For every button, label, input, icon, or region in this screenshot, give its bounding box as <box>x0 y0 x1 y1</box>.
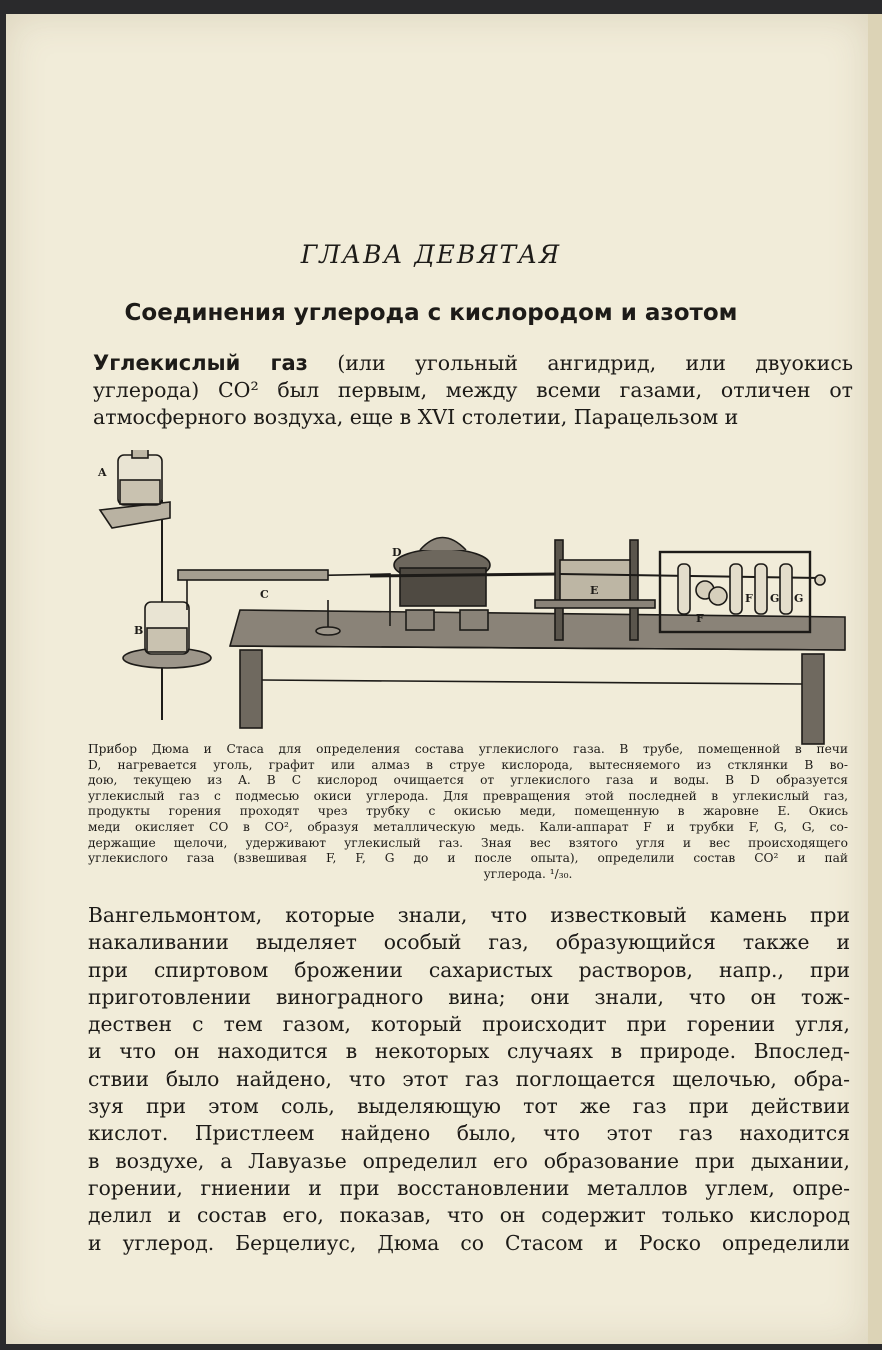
caption-line: Прибор Дюма и Стаса для определения состава углекислого газа. В трубе, помещенной в печи <box>88 742 848 756</box>
caption-line: углекислого газа (взвешивая F, F, G до и после опыта), определили состав CO² и пай <box>88 851 848 866</box>
figure-label-b: B <box>134 624 144 637</box>
caption-line: дою, текущею из A. В C кислород очищается от углекислого газа и воды. В D образуется <box>88 773 848 788</box>
caption-line: меди окисляет CO в CO², образуя металлическую медь. Кали-аппарат F и трубки F, G, G, со- <box>88 819 848 834</box>
apparatus-illustration <box>90 450 855 745</box>
intro-paragraph <box>93 350 853 431</box>
figure-label-e: E <box>590 584 599 597</box>
caption-line: D, нагревается уголь, графит или алмаз в струе кислорода, вытесняемого из стклянки B во- <box>88 757 848 772</box>
body-line: зуя при этом соль, выделяющую тот же газ при действии <box>88 1094 850 1119</box>
body-line: горении, гниении и при восстановлении металлов углем, опре- <box>88 1175 850 1200</box>
caption-line: продукты горения проходят чрез трубку с окисью меди, помещенную в жаровне E. Окись <box>88 804 848 819</box>
body-line: в воздухе, а Лавуазье определил его образование при дыхании, <box>88 1148 850 1173</box>
page-edge <box>868 14 882 1344</box>
body-line: делил и состав его, показав, что он содержит только кислород <box>88 1203 850 1228</box>
body-line: дествен с тем газом, который происходит при горении угля, <box>88 1012 850 1037</box>
body-paragraph <box>88 902 850 1257</box>
body-line: кислот. Пристлеем найдено было, что этот газ находится <box>88 1121 850 1146</box>
figure-label-g2: G <box>794 592 804 605</box>
chapter-title: Соединения углерода с кислородом и азотом <box>124 300 738 326</box>
body-line: приготовлении виноградного вина; они знали, что он тож- <box>88 984 850 1009</box>
figure-label-f2: F <box>745 592 753 605</box>
figure-label-c: C <box>260 588 269 601</box>
figure-label-g1: G <box>770 592 780 605</box>
body-line: накаливании выделяет особый газ, образующийся также и <box>88 930 850 955</box>
chapter-heading: ГЛАВА ДЕВЯТАЯ <box>300 240 562 269</box>
caption-line: держащие щелочи, удерживают углекислый газ. Зная вес взятого угля и вес происходящего <box>88 835 848 850</box>
intro-line-3: атмосферного воздуха, еще в XVI столетии, Парацельзом и <box>93 405 739 429</box>
figure-caption <box>88 742 848 882</box>
body-line: и углерод. Берцелиус, Дюма со Стасом и Роско определили <box>88 1230 850 1255</box>
intro-term: Углекислый газ <box>93 351 308 375</box>
intro-line-2: углерода) CO² был первым, между всеми газами, отличен от <box>93 378 853 402</box>
body-line: при спиртовом брожении сахаристых растворов, напр., при <box>88 957 850 982</box>
figure-label-a: A <box>98 466 107 479</box>
intro-line-1: (или угольный ангидрид, или двуокись <box>307 351 853 375</box>
body-line: ствии было найдено, что этот газ поглощается щелочью, обра- <box>88 1066 850 1091</box>
caption-end: углерода. ¹/₃₀. <box>483 866 573 881</box>
body-line: Вангельмонтом, которые знали, что известковый камень при <box>88 903 850 927</box>
body-line: и что он находится в некоторых случаях в природе. Впослед- <box>88 1039 850 1064</box>
caption-line: углекислый газ с подмесью окиси углерода. Для превращения этой последней в углекислый газ, <box>88 788 848 803</box>
figure-label-d: D <box>392 546 402 559</box>
figure-label-f1: F <box>696 612 704 625</box>
